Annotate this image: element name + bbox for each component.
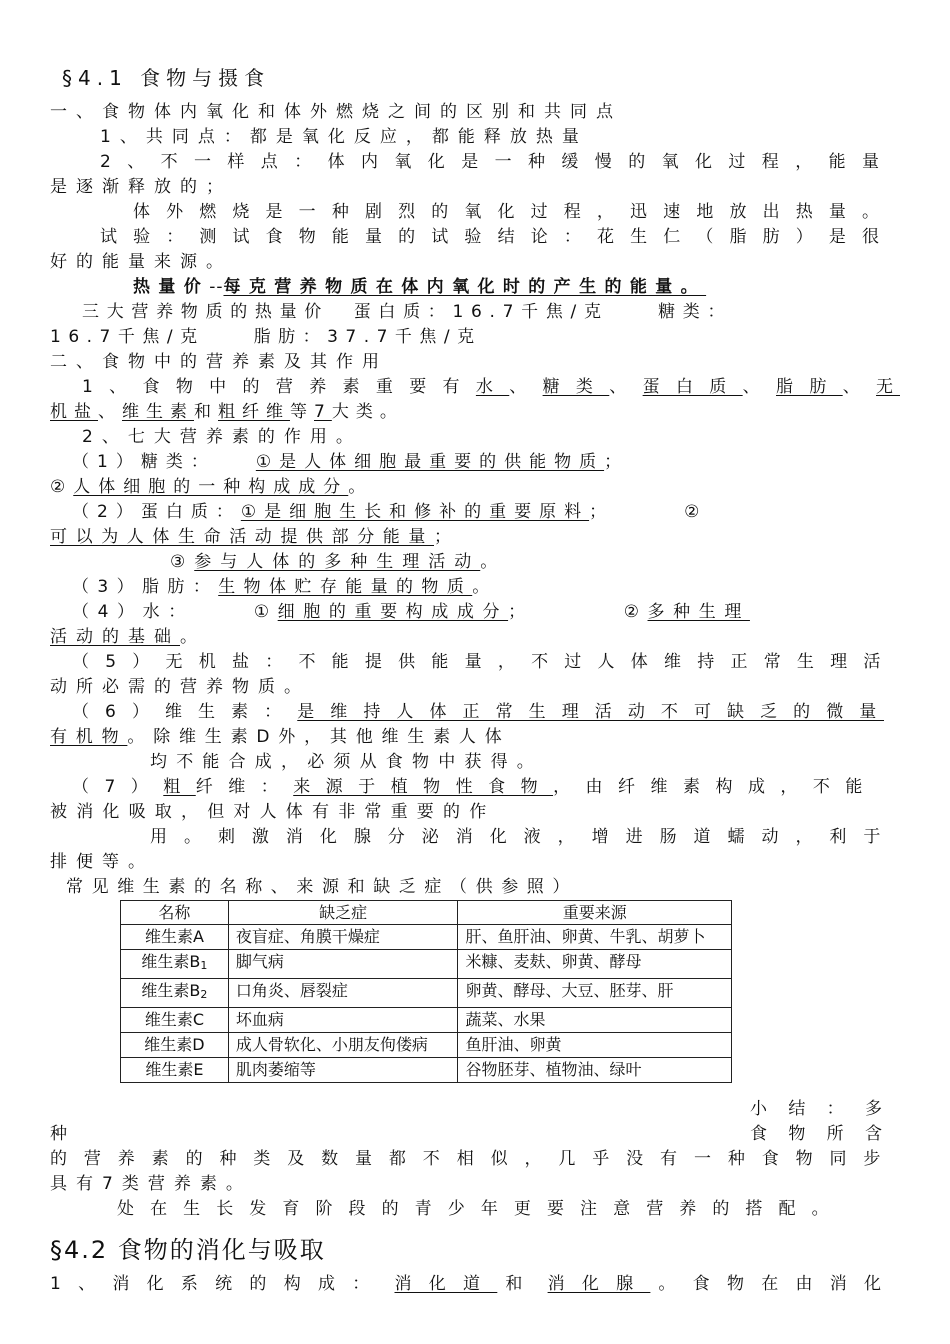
nutrient-fat: 脂肪 <box>776 377 843 397</box>
protein-role-2: 可以为人体生命活动提供部分能量 <box>50 527 434 547</box>
line-mineral: （5）无机盐：不能提供能量，不过人体维持正常生理活 <box>72 652 888 672</box>
blank-digestive-tract: 消化道 <box>394 1274 498 1294</box>
nutrient-sugar: 糖类 <box>542 377 610 397</box>
vitamin-source: 谷物胚芽、植物油、绿叶 <box>458 1058 732 1083</box>
vitamin-deficiency: 夜盲症、角膜干燥症 <box>228 925 458 950</box>
vitamin-source: 肝、鱼肝油、卵黄、牛乳、胡萝卜 <box>458 925 732 950</box>
line-protein: （2）蛋白质：①是细胞生长和修补的重要原料； ② <box>72 502 708 522</box>
nutrient-protein: 蛋白质 <box>642 377 743 397</box>
calorie-definition: 每克营养物质在体内氧化时的产生的能量。 <box>223 277 707 297</box>
vitamin-name: 维生素B <box>141 981 201 1000</box>
vitamin-name: 维生素D <box>144 1035 205 1054</box>
sugar-label: （1）糖类： <box>72 452 216 472</box>
summary-cont: 食物所含 <box>750 1124 888 1144</box>
line-difference-cont: 是逐渐释放的； <box>50 177 232 197</box>
water-role-1: 细胞的重要构成成分 <box>277 602 509 622</box>
digestive-suffix: 。食物在由消化 <box>658 1274 888 1294</box>
table-row <box>121 1033 732 1058</box>
line-fiber-cont2: 用。刺激消化腺分泌消化液，增进肠道蠕动，利于 <box>150 827 888 847</box>
line-three-nutrients: 三大营养物质的热量价 蛋白质：16.7千焦/克 糖类： <box>82 302 733 322</box>
calorie-term: 热量价 <box>133 277 210 297</box>
line-fiber <box>72 775 870 800</box>
line-difference: 2、不一样点：体内氧化是一种缓慢的氧化过程，能量 <box>100 152 888 172</box>
vitamin-role-1a: 是维持人体正常生理活动不可缺乏的微量 <box>297 702 884 722</box>
summary-line-3: 处在生长发育阶段的青少年更要注意营养的搭配。 <box>117 1199 837 1219</box>
vitamin-deficiency: 成人骨软化、小朋友佝偻病 <box>228 1033 458 1058</box>
line-fiber-cont3: 排便等。 <box>50 852 154 872</box>
protein-role-1: ①是细胞生长和修补的重要原料 <box>240 502 590 522</box>
line-roles-title: 2、七大营养素的作用。 <box>82 427 362 447</box>
vitamin-deficiency: 口角炎、唇裂症 <box>228 979 458 1008</box>
sugar-role-1: ①是人体细胞最重要的供能物质 <box>255 452 605 472</box>
line-experiment: 试验：测试食物能量的试验结论：花生仁（脂肪）是很 <box>100 227 888 247</box>
water-role-2b: 活动的基础 <box>50 627 180 647</box>
vitamin-role-2: 。除维生素D外，其他维生素人体 <box>127 727 511 747</box>
table-row <box>121 1008 732 1033</box>
nutrient-fiber: 粗纤维 <box>218 402 290 422</box>
line-three-nutrients-cont: 16.7千焦/克 脂肪：37.7千焦/克 <box>50 327 482 347</box>
vitamin-label: （6）维生素： <box>72 702 298 722</box>
vitamin-name: 维生素E <box>145 1060 204 1079</box>
line-water-cont: 活动的基础。 <box>50 627 206 647</box>
line-protein-cont: 可以为人体生命活动提供部分能量； <box>50 527 460 547</box>
line-fat: （3）脂肪：生物体贮存能量的物质。 <box>72 577 498 597</box>
vitamin-source: 米糠、麦麸、卵黄、酵母 <box>458 950 732 979</box>
line-vitamin <box>72 700 884 725</box>
vitamin-subscript: 2 <box>200 988 208 1001</box>
line-sugar: （1）糖类： ①是人体细胞最重要的供能物质； <box>72 452 630 472</box>
vitamin-source: 蔬菜、水果 <box>458 1008 732 1033</box>
table-header-source: 重要来源 <box>458 901 732 925</box>
section-4-1-heading: §4.1 食物与摄食 <box>62 66 271 90</box>
fiber-role-1: 来源于植物性食物 <box>293 777 554 797</box>
line-digestive-system <box>50 1272 888 1297</box>
fat-role-1: 生物体贮存能量的物质 <box>218 577 473 597</box>
table-caption: 常见维生素的名称、来源和缺乏症（供参照） <box>66 877 578 897</box>
vitamin-name: 维生素A <box>144 927 204 946</box>
line-external-burning: 体外燃烧是一种剧烈的氧化过程，迅速地放出热量。 <box>133 202 888 222</box>
digestive-and: 和 <box>505 1274 540 1294</box>
table-header-name: 名称 <box>121 901 229 925</box>
nutrient-mineral-end: 机盐 <box>50 402 98 422</box>
line-mineral-cont: 动所必需的营养物质。 <box>50 677 310 697</box>
line-experiment-cont: 好的能量来源。 <box>50 252 232 272</box>
vitamin-role-1b: 有机物 <box>50 727 128 747</box>
line-common: 1、共同点：都是氧化反应，都能释放热量 <box>100 127 588 147</box>
protein-label: （2）蛋白质： <box>72 502 241 522</box>
protein-role-3: 参与人体的多种生理活动 <box>194 552 481 572</box>
section-4-2-heading: §4.2 食物的消化与吸取 <box>50 1236 326 1264</box>
nutrient-and: 和 <box>194 402 218 422</box>
table-row <box>121 979 732 1008</box>
summary-label: 小结：多 <box>750 1099 888 1119</box>
sugar-role-2: 人体细胞的一种构成成分 <box>73 477 349 497</box>
fiber-label-a: （7） <box>72 777 164 797</box>
digestive-prefix: 1、消化系统的构成： <box>50 1274 387 1294</box>
summary-line-2: 具有7类营养素。 <box>50 1174 252 1194</box>
line-vitamin-3: 均不能合成，必须从食物中获得。 <box>150 752 543 772</box>
calorie-dash: -- <box>209 277 224 297</box>
table-row <box>121 1058 732 1083</box>
vitamin-source: 卵黄、酵母、大豆、胚芽、肝 <box>458 979 732 1008</box>
vitamin-deficiency: 肌肉萎缩等 <box>228 1058 458 1083</box>
vitamin-table <box>120 900 732 1083</box>
blank-digestive-gland: 消化腺 <box>547 1274 651 1294</box>
line-vitamin-cont <box>50 725 900 750</box>
vitamin-deficiency: 坏血病 <box>228 1008 458 1033</box>
line-fiber-cont: 被消化吸取，但对人体有非常重要的作 <box>50 802 496 822</box>
table-header-row <box>121 901 732 925</box>
line-water: （4）水： ①细胞的重要构成成分； ②多种生理 <box>72 602 750 622</box>
line-nutrient-list-cont: 机盐、维生素和粗纤维等7大类。 <box>50 402 404 422</box>
nutrient-vitamin: 维生素 <box>122 402 194 422</box>
line-part2-title: 二、食物中的营养素及其作用 <box>50 352 388 372</box>
table-header-deficiency: 缺乏症 <box>228 901 458 925</box>
nutrient-mineral-start: 无 <box>876 377 900 397</box>
summary-line-1: 的营养素的种类及数量都不相似，几乎没有一种食物同步 <box>50 1149 888 1169</box>
line-part1-title: 一、食物体内氧化和体外燃烧之间的区别和共同点 <box>50 102 622 122</box>
fiber-role-2: ，由纤维素构成，不能 <box>553 777 870 797</box>
fiber-label-c: 纤维： <box>195 777 294 797</box>
nutrient-water: 水 <box>475 377 510 397</box>
line-sugar-cont: ②人体细胞的一种构成成分。 <box>50 477 374 497</box>
nutrient-suffix: 大类。 <box>331 402 404 422</box>
fiber-label-b: 粗 <box>163 777 196 797</box>
vitamin-subscript: 1 <box>200 959 208 972</box>
vitamin-name: 维生素C <box>144 1010 205 1029</box>
line-protein-3: ③参与人体的多种生理活动。 <box>170 552 507 572</box>
table-row <box>121 925 732 950</box>
fat-label: （3）脂肪： <box>72 577 219 597</box>
table-row <box>121 950 732 979</box>
nutrient-count: 7 <box>314 402 332 422</box>
nutrient-etc: 等 <box>290 402 314 422</box>
water-label: （4）水： <box>72 602 194 622</box>
line-nutrient-list: 1、食物中的营养素重要有水、糖类、蛋白质、脂肪、无 <box>82 377 900 397</box>
vitamin-deficiency: 脚气病 <box>228 950 458 979</box>
vitamin-name: 维生素B <box>141 952 201 971</box>
line-calorie-value <box>133 275 903 300</box>
vitamin-source: 鱼肝油、卵黄 <box>458 1033 732 1058</box>
water-role-2a: 多种生理 <box>647 602 750 622</box>
nutrient-list-prefix: 1、食物中的营养素重要有 <box>82 377 476 397</box>
summary-word: 种 <box>50 1124 76 1144</box>
